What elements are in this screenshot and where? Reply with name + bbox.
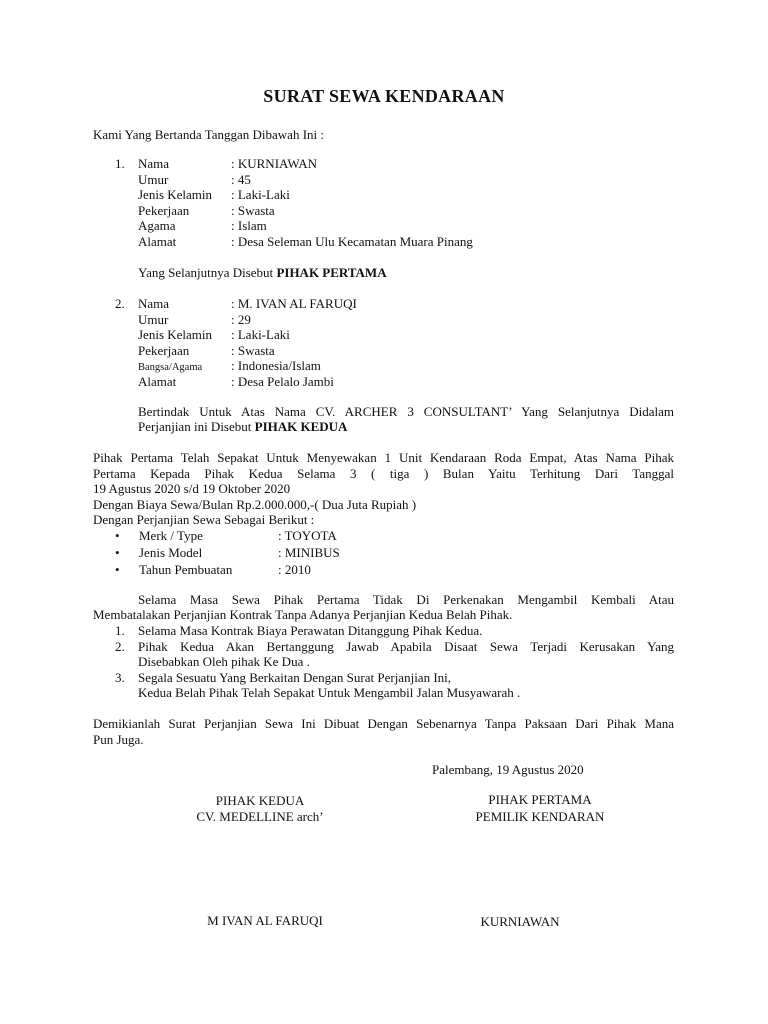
field-label: Alamat [138,234,177,249]
term-number: 2. [115,639,125,654]
vehicle-value: : 2010 [278,562,311,577]
agreement-line-3: 19 Agustus 2020 s/d 19 Oktober 2020 [93,481,291,496]
field-label: Jenis Kelamin [138,327,213,342]
field-value: : Laki-Laki [231,327,290,342]
field-value: : Desa Pelalo Jambi [231,374,334,389]
field-label: Umur [138,172,169,187]
signature-left-name: M IVAN AL FARUQI [207,913,323,928]
field-label: Jenis Kelamin [138,187,213,202]
party-1-row-job [138,203,275,219]
party-1-designation [138,265,387,281]
term-number: 3. [115,670,125,685]
field-label: Umur [138,312,169,327]
field-label: Pekerjaan [138,203,190,218]
document-title: SURAT SEWA KENDARAAN [263,86,505,106]
field-value: : KURNIAWAN [231,156,317,171]
term-1-text: Selama Masa Kontrak Biaya Perawatan Ditanggung Pihak Kedua. [138,623,483,638]
signature-left-org: CV. MEDELLINE arch’ [196,809,324,824]
party-1-row-address [138,234,473,250]
signature-right-name: KURNIAWAN [480,914,560,929]
terms-heading: Dengan Perjanjian Sewa Sebagai Berikut : [93,512,315,527]
rent-cost-line: Dengan Biaya Sewa/Bulan Rp.2.000.000,-( Dua Juta Rupiah ) [93,497,417,512]
party-2-number: 2. [115,296,125,311]
field-value: : Swasta [231,203,275,218]
term-2-text-line-1: Pihak Kedua Akan Bertanggung Jawab Apabila Disaat Sewa Terjadi Kerusakan Yang [138,639,674,654]
term-number: 1. [115,623,125,638]
bullet-icon: • [115,562,120,577]
party-1-row-name [138,156,317,172]
vehicle-label: Tahun Pembuatan [139,562,233,577]
terms-intro-line-1: Selama Masa Sewa Pihak Pertama Tidak Di Perkenakan Mengambil Kembali Atau [138,592,674,607]
field-label: Agama [138,218,176,233]
field-value: : 45 [231,172,251,187]
field-label: Pekerjaan [138,343,190,358]
field-value: : Indonesia/Islam [231,358,321,373]
vehicle-value: : TOYOTA [278,528,337,543]
field-label: Nama [138,156,170,171]
field-value: : Swasta [231,343,275,358]
party-2-row-job [138,343,275,359]
party-2-row-age [138,312,251,328]
field-label: Bangsa/Agama [138,362,203,373]
field-value: : Laki-Laki [231,187,290,202]
field-value: : Desa Seleman Ulu Kecamatan Muara Pinang [231,234,473,249]
term-3-text-line-2: Kedua Belah Pihak Telah Sepakat Untuk Mengambil Jalan Musyawarah . [138,685,521,700]
vehicle-label: Jenis Model [139,545,203,560]
designation-text: Perjanjian ini Disebut [138,419,255,434]
vehicle-item-model [115,545,340,561]
field-value: : M. IVAN AL FARUQI [231,296,357,311]
designation-text: Yang Selanjutnya Disebut [138,265,277,280]
field-label: Nama [138,296,170,311]
vehicle-item-year [115,562,311,578]
closing-line-2: Pun Juga. [93,732,144,747]
designation-role: PIHAK PERTAMA [276,265,387,280]
signature-right-org: PEMILIK KENDARAN [475,809,605,824]
party-1-row-religion [138,218,267,234]
party-1-row-gender [138,187,290,203]
vehicle-label: Merk / Type [139,528,203,543]
bullet-icon: • [115,528,120,543]
vehicle-value: : MINIBUS [278,545,340,560]
field-value: : 29 [231,312,251,327]
party-2-designation-line-2 [138,419,347,435]
party-2-row-name [138,296,357,312]
party-1-number: 1. [115,156,125,171]
party-2-designation-line-1: Bertindak Untuk Atas Nama CV. ARCHER 3 CONSULTANT’ Yang Selanjutnya Didalam [138,404,674,419]
term-3-text-line-1: Segala Sesuatu Yang Berkaitan Dengan Surat Perjanjian Ini, [138,670,452,685]
signature-left-role: PIHAK KEDUA [215,793,305,808]
designation-role: PIHAK KEDUA [254,419,348,434]
agreement-line-2: Pertama Kepada Pihak Kedua Selama 3 ( tiga ) Bulan Yaitu Terhitung Dari Tanggal [93,466,674,481]
terms-intro-line-2: Membatalakan Perjanjian Kontrak Tanpa Adanya Perjanjian Kedua Belah Pihak. [93,607,513,622]
party-2-row-gender [138,327,290,343]
party-1-row-age [138,172,251,188]
vehicle-item-brand [115,528,337,544]
field-value: : Islam [231,218,267,233]
party-2-row-nation-religion [138,358,321,376]
term-2-text-line-2: Disebabkan Oleh pihak Ke Dua . [138,654,310,669]
party-2-row-address [138,374,334,390]
agreement-line-1: Pihak Pertama Telah Sepakat Untuk Menyewakan 1 Unit Kendaraan Roda Empat, Atas Nama Pihak [93,450,674,465]
bullet-icon: • [115,545,120,560]
intro-line: Kami Yang Bertanda Tanggan Dibawah Ini : [93,127,324,142]
place-date: Palembang, 19 Agustus 2020 [432,762,584,777]
field-label: Alamat [138,374,177,389]
signature-right-role: PIHAK PERTAMA [488,792,592,807]
closing-line-1: Demikianlah Surat Perjanjian Sewa Ini Dibuat Dengan Sebenarnya Tanpa Paksaan Dari Pihak Mana [93,716,674,731]
